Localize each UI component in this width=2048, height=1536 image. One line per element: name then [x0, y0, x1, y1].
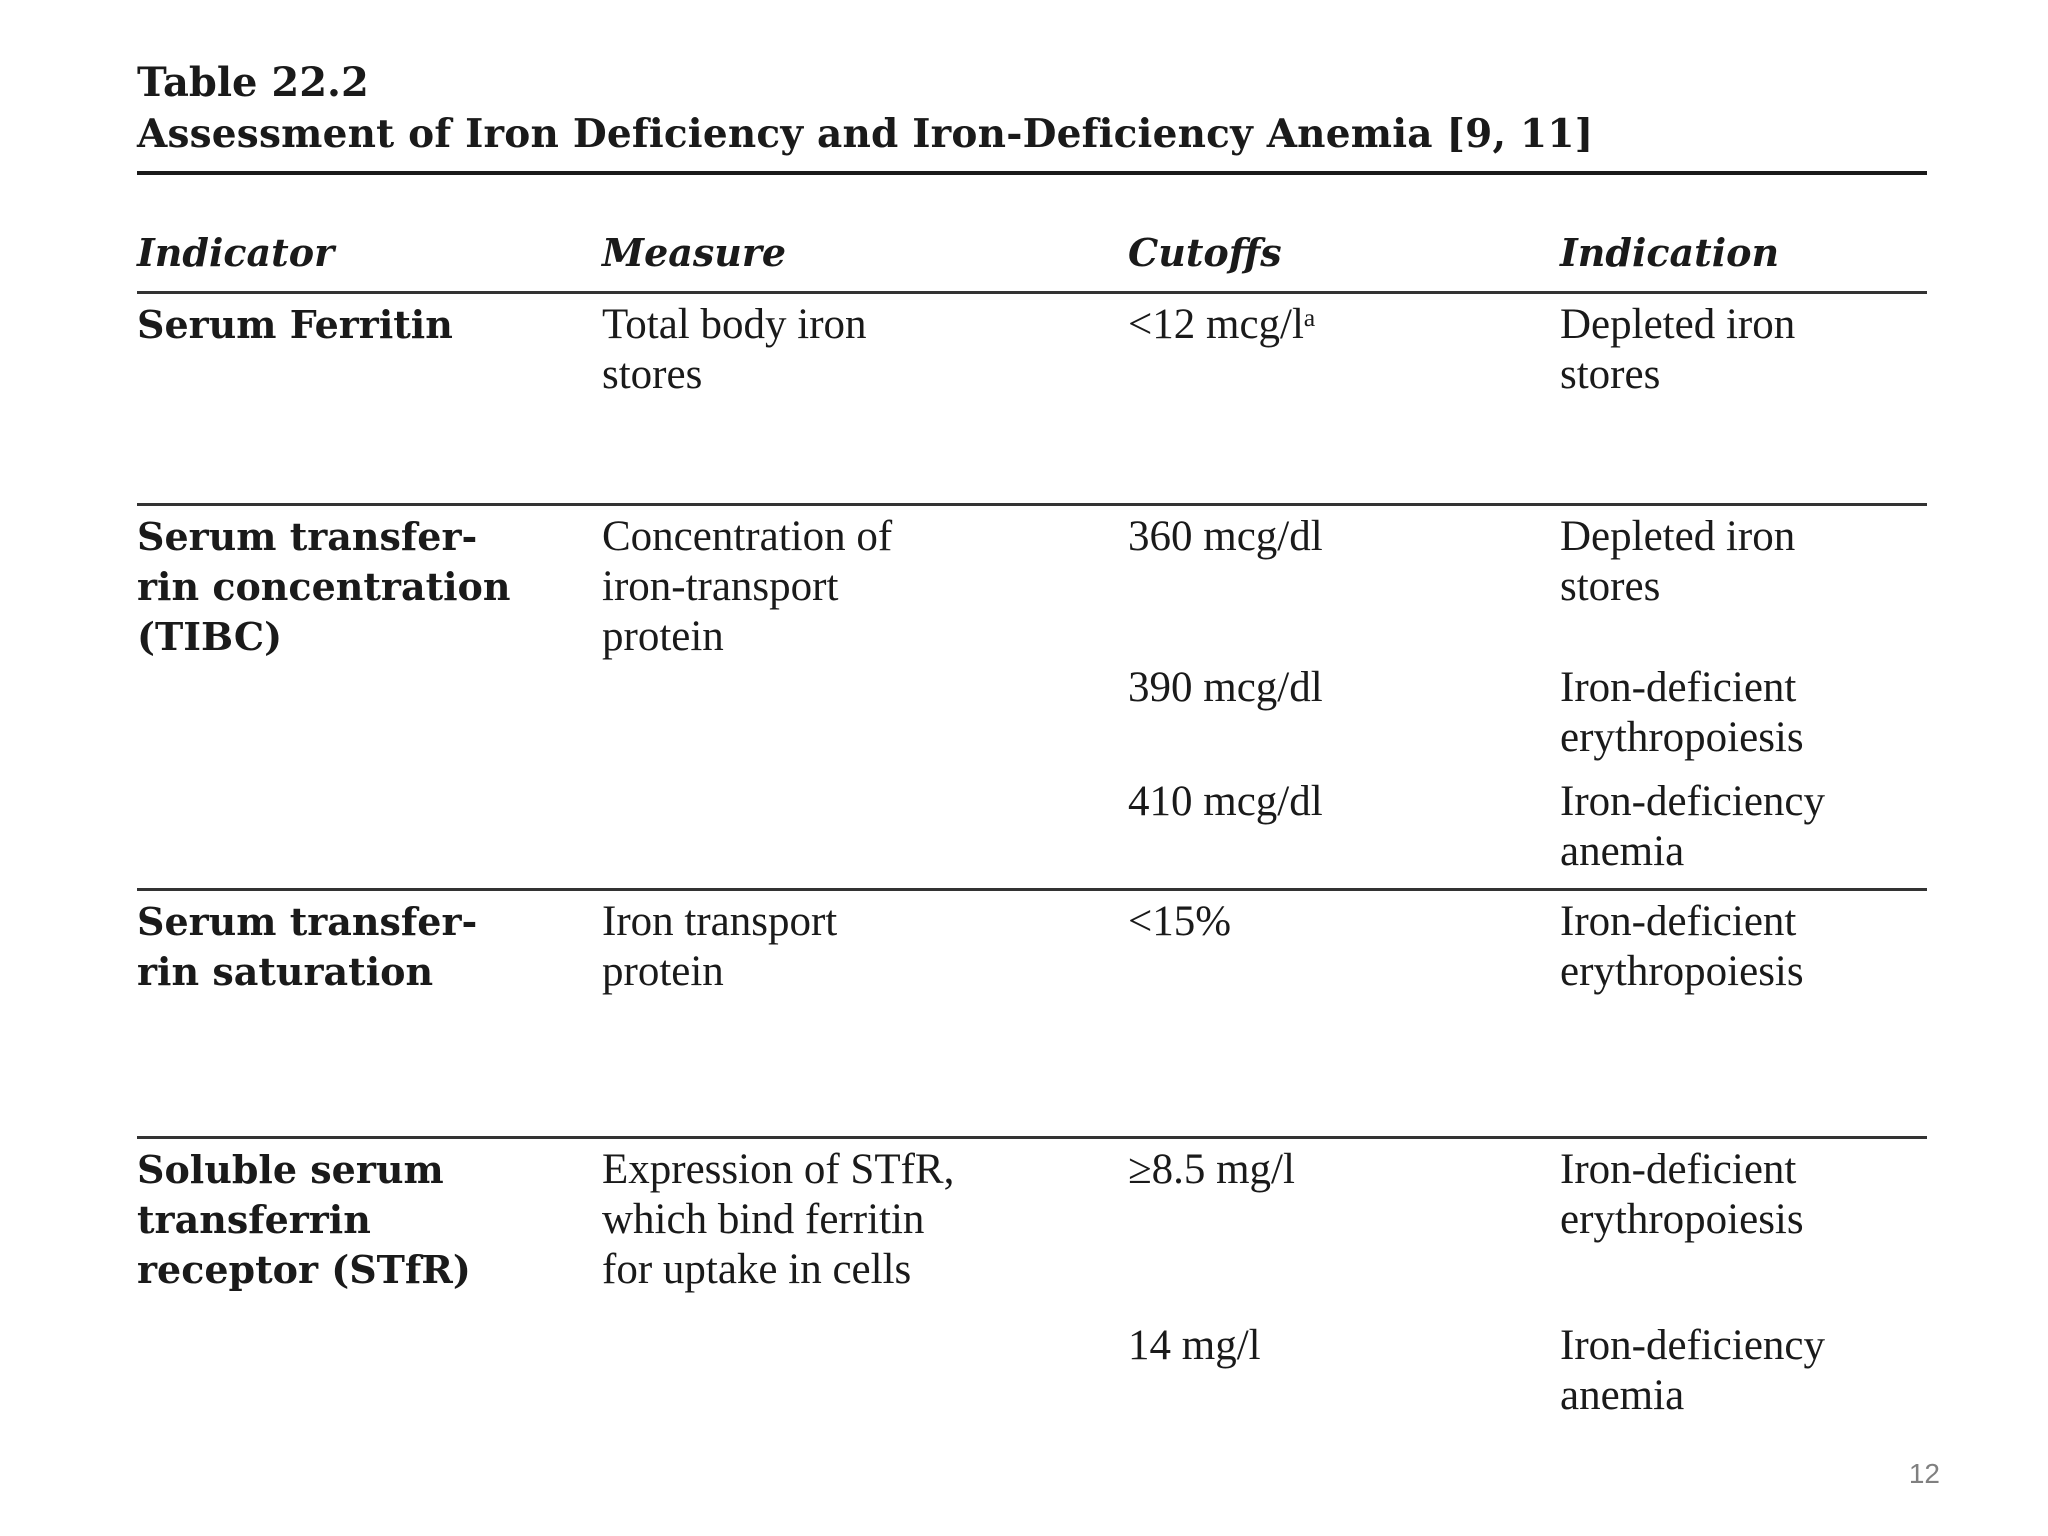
row-divider — [137, 888, 1927, 891]
header-indicator: Indicator — [137, 230, 335, 275]
header-measure: Measure — [602, 230, 787, 275]
row-stfr-indication-1 — [1560, 1145, 1940, 1245]
measure-line: Concentration of — [602, 513, 893, 560]
row-saturation-cutoff: <15% — [1128, 898, 1232, 945]
header-rule — [137, 291, 1927, 294]
row-ferritin-indication — [1560, 300, 1940, 400]
row-stfr-indicator — [137, 1145, 592, 1295]
indicator-line: transferrin — [137, 1197, 371, 1242]
indication-line: Depleted iron — [1560, 301, 1796, 348]
indication-line: Iron-deficient — [1560, 1146, 1797, 1193]
row-ferritin-cutoff: <12 mcg/lᵃ — [1128, 301, 1316, 348]
indication-line: Iron-deficient — [1560, 898, 1797, 945]
indication-line: erythropoiesis — [1560, 1196, 1804, 1243]
row-stfr-cutoff-2: 14 mg/l — [1128, 1322, 1261, 1369]
indication-line: erythropoiesis — [1560, 714, 1804, 761]
measure-line: Iron transport — [602, 898, 838, 945]
row-tibc-cutoff-3: 410 mcg/dl — [1128, 778, 1323, 825]
row-divider — [137, 1136, 1927, 1139]
row-ferritin-indicator — [137, 300, 592, 350]
row-tibc-indicator — [137, 512, 592, 662]
indication-line: anemia — [1560, 828, 1685, 875]
indication-line: stores — [1560, 351, 1661, 398]
indicator-line: receptor (STfR) — [137, 1247, 471, 1292]
row-tibc-cutoff-2: 390 mcg/dl — [1128, 664, 1323, 711]
row-saturation-measure — [602, 897, 1122, 997]
indicator-line: Serum transfer- — [137, 514, 478, 559]
header-indication: Indication — [1560, 230, 1780, 275]
measure-line: protein — [602, 948, 724, 995]
table-number: Table 22.2 — [137, 59, 369, 106]
indicator-line: (TIBC) — [137, 614, 283, 659]
measure-line: Total body iron — [602, 301, 867, 348]
measure-line: for uptake in cells — [602, 1246, 912, 1293]
measure-line: Expression of STfR, — [602, 1146, 955, 1193]
indication-line: Depleted iron — [1560, 513, 1796, 560]
page-number: 12 — [1908, 1458, 1940, 1489]
row-stfr-cutoff-1: ≥8.5 mg/l — [1128, 1146, 1295, 1193]
indication-line: Iron-deficiency — [1560, 1322, 1826, 1369]
indicator-line: Serum transfer- — [137, 899, 478, 944]
row-tibc-indication-3 — [1560, 777, 1940, 877]
measure-line: protein — [602, 613, 724, 660]
row-stfr-measure — [602, 1145, 1122, 1295]
indicator-line: rin concentration — [137, 564, 511, 609]
row-divider — [137, 503, 1927, 506]
measure-line: which bind ferritin — [602, 1196, 925, 1243]
indication-line: Iron-deficient — [1560, 664, 1797, 711]
row-tibc-cutoff-1: 360 mcg/dl — [1128, 513, 1323, 560]
row-tibc-indication-2 — [1560, 663, 1940, 763]
row-ferritin-measure — [602, 300, 1122, 400]
row-saturation-indication — [1560, 897, 1940, 997]
table-caption — [137, 58, 1927, 160]
row-tibc-measure — [602, 512, 1122, 662]
table-top-rule — [137, 171, 1927, 175]
row-stfr-indication-2 — [1560, 1321, 1940, 1421]
indicator-line: Serum Ferritin — [137, 302, 453, 347]
indicator-line: rin saturation — [137, 949, 434, 994]
measure-line: stores — [602, 351, 703, 398]
indication-line: stores — [1560, 563, 1661, 610]
indication-line: anemia — [1560, 1372, 1685, 1419]
measure-line: iron-transport — [602, 563, 839, 610]
row-tibc-indication-1 — [1560, 512, 1940, 612]
row-saturation-indicator — [137, 897, 592, 997]
indication-line: erythropoiesis — [1560, 948, 1804, 995]
indication-line: Iron-deficiency — [1560, 778, 1826, 825]
indicator-line: Soluble serum — [137, 1147, 444, 1192]
table-title: Assessment of Iron Deficiency and Iron-Deficiency Anemia [9, 11] — [137, 111, 1594, 157]
header-cutoffs: Cutoffs — [1128, 230, 1282, 275]
